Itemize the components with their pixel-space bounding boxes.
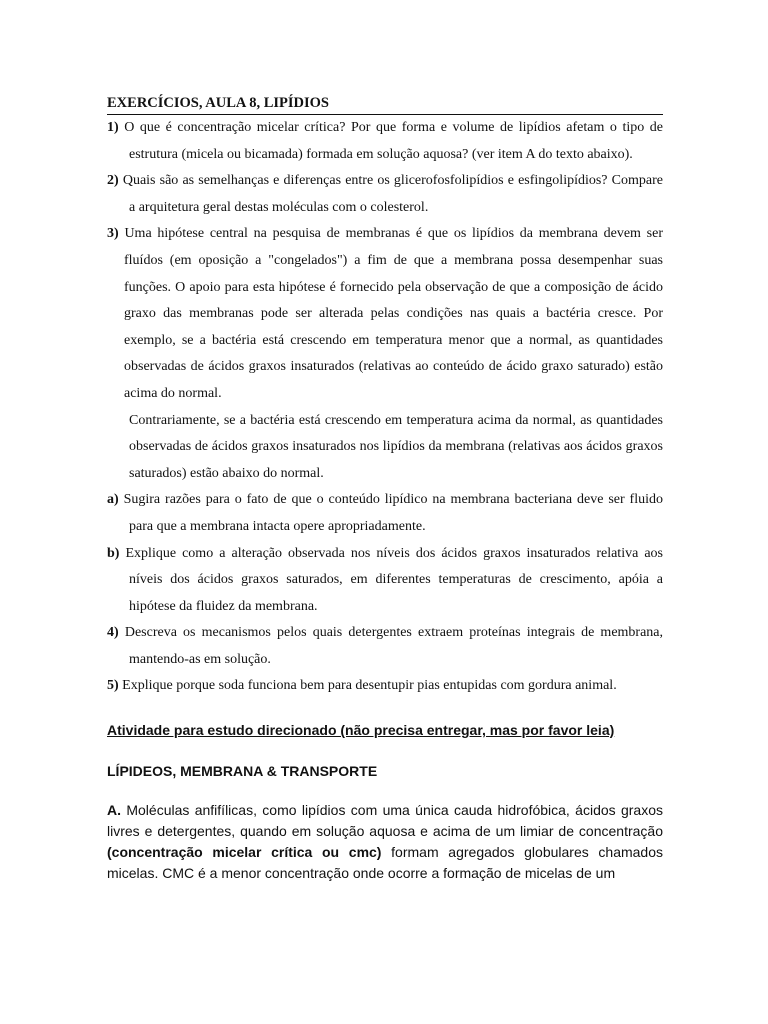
- question-2: [107, 168, 663, 221]
- question-text: Explique como a alteração observada nos níveis dos ácidos graxos insaturados relativa aos níveis dos ácidos graxos saturados, em diferentes temperaturas de crescimento, apóia a hipótese da fluidez da membrana.: [125, 545, 664, 614]
- question-text: Quais são as semelhanças e diferenças entre os glicerofosfolipídios e esfingolipídios? Compare a arquitetura geral destas moléculas com o colesterol.: [122, 173, 663, 215]
- question-text: O que é concentração micelar crítica? Por que forma e volume de lipídios afetam o tipo de estrutura (micela ou bicamada) formada em solução aquosa? (ver item A do texto abaixo).: [124, 120, 663, 162]
- question-number: 4): [107, 625, 119, 641]
- question-3b: [107, 541, 663, 621]
- question-1: [107, 115, 663, 168]
- question-number: 5): [107, 678, 119, 694]
- question-text: Sugira razões para o fato de que o conteúdo lipídico na membrana bacteriana deve ser fluido para que a membrana intacta opere apropriadamente.: [123, 492, 663, 534]
- question-number: 1): [107, 120, 119, 135]
- paragraph-lead: A.: [107, 802, 121, 819]
- activity-title: Atividade para estudo direcionado (não precisa entregar, mas por favor leia): [107, 722, 615, 739]
- question-3: [107, 221, 663, 407]
- paragraph-text: Moléculas anfifílicas, como lipídios com uma única cauda hidrofóbica, ácidos graxos livres e detergentes, quando em solução aquosa e acima de um limiar de concentração: [107, 802, 663, 840]
- paragraph-bold-term: (concentração micelar crítica ou cmc): [107, 844, 382, 861]
- question-4: [107, 620, 663, 673]
- section-title: LÍPIDEOS, MEMBRANA & TRANSPORTE: [107, 763, 378, 780]
- paragraph-text: formam agregados globulares chamados micelas. CMC é a menor concentração onde ocorre a formação de micelas de um: [107, 844, 664, 882]
- paragraph-a: [107, 800, 663, 884]
- question-5: [107, 673, 663, 700]
- question-number: 3): [107, 226, 119, 242]
- question-number: a): [107, 492, 119, 508]
- question-text: Descreva os mecanismos pelos quais detergentes extraem proteínas integrais de membrana, mantendo-as em solução.: [124, 625, 664, 667]
- question-text: Explique porque soda funciona bem para desentupir pias entupidas com gordura animal.: [122, 678, 617, 694]
- question-3a: [107, 487, 663, 540]
- question-number: b): [107, 545, 120, 561]
- page-title: EXERCÍCIOS, AULA 8, LIPÍDIOS: [107, 94, 663, 115]
- question-text: Uma hipótese central na pesquisa de membranas é que os lipídios da membrana devem ser fluídos (em oposição a "congelados") a fim de que a membrana possa desempenhar suas funções. O apoio para esta hipótese é fornecido pela observação de que a composição de ácido graxo das membranas pode ser alterada pelas condições nas quais a bactéria cresce. Por exemplo, se a bactéria está crescendo em temperatura menor que a normal, as quantidades observadas de ácidos graxos insaturados (relativas ao conteúdo de ácido graxo saturado) estão acima do normal.: [124, 226, 664, 401]
- question-text: Contrariamente, se a bactéria está crescendo em temperatura acima da normal, as quantidades observadas de ácidos graxos insaturados nos lipídios da membrana (relativas aos ácidos graxos saturados) estão abaixo do normal.: [129, 412, 663, 481]
- document-page: [107, 94, 663, 898]
- question-3-continuation: [107, 408, 663, 488]
- question-number: 2): [107, 173, 119, 189]
